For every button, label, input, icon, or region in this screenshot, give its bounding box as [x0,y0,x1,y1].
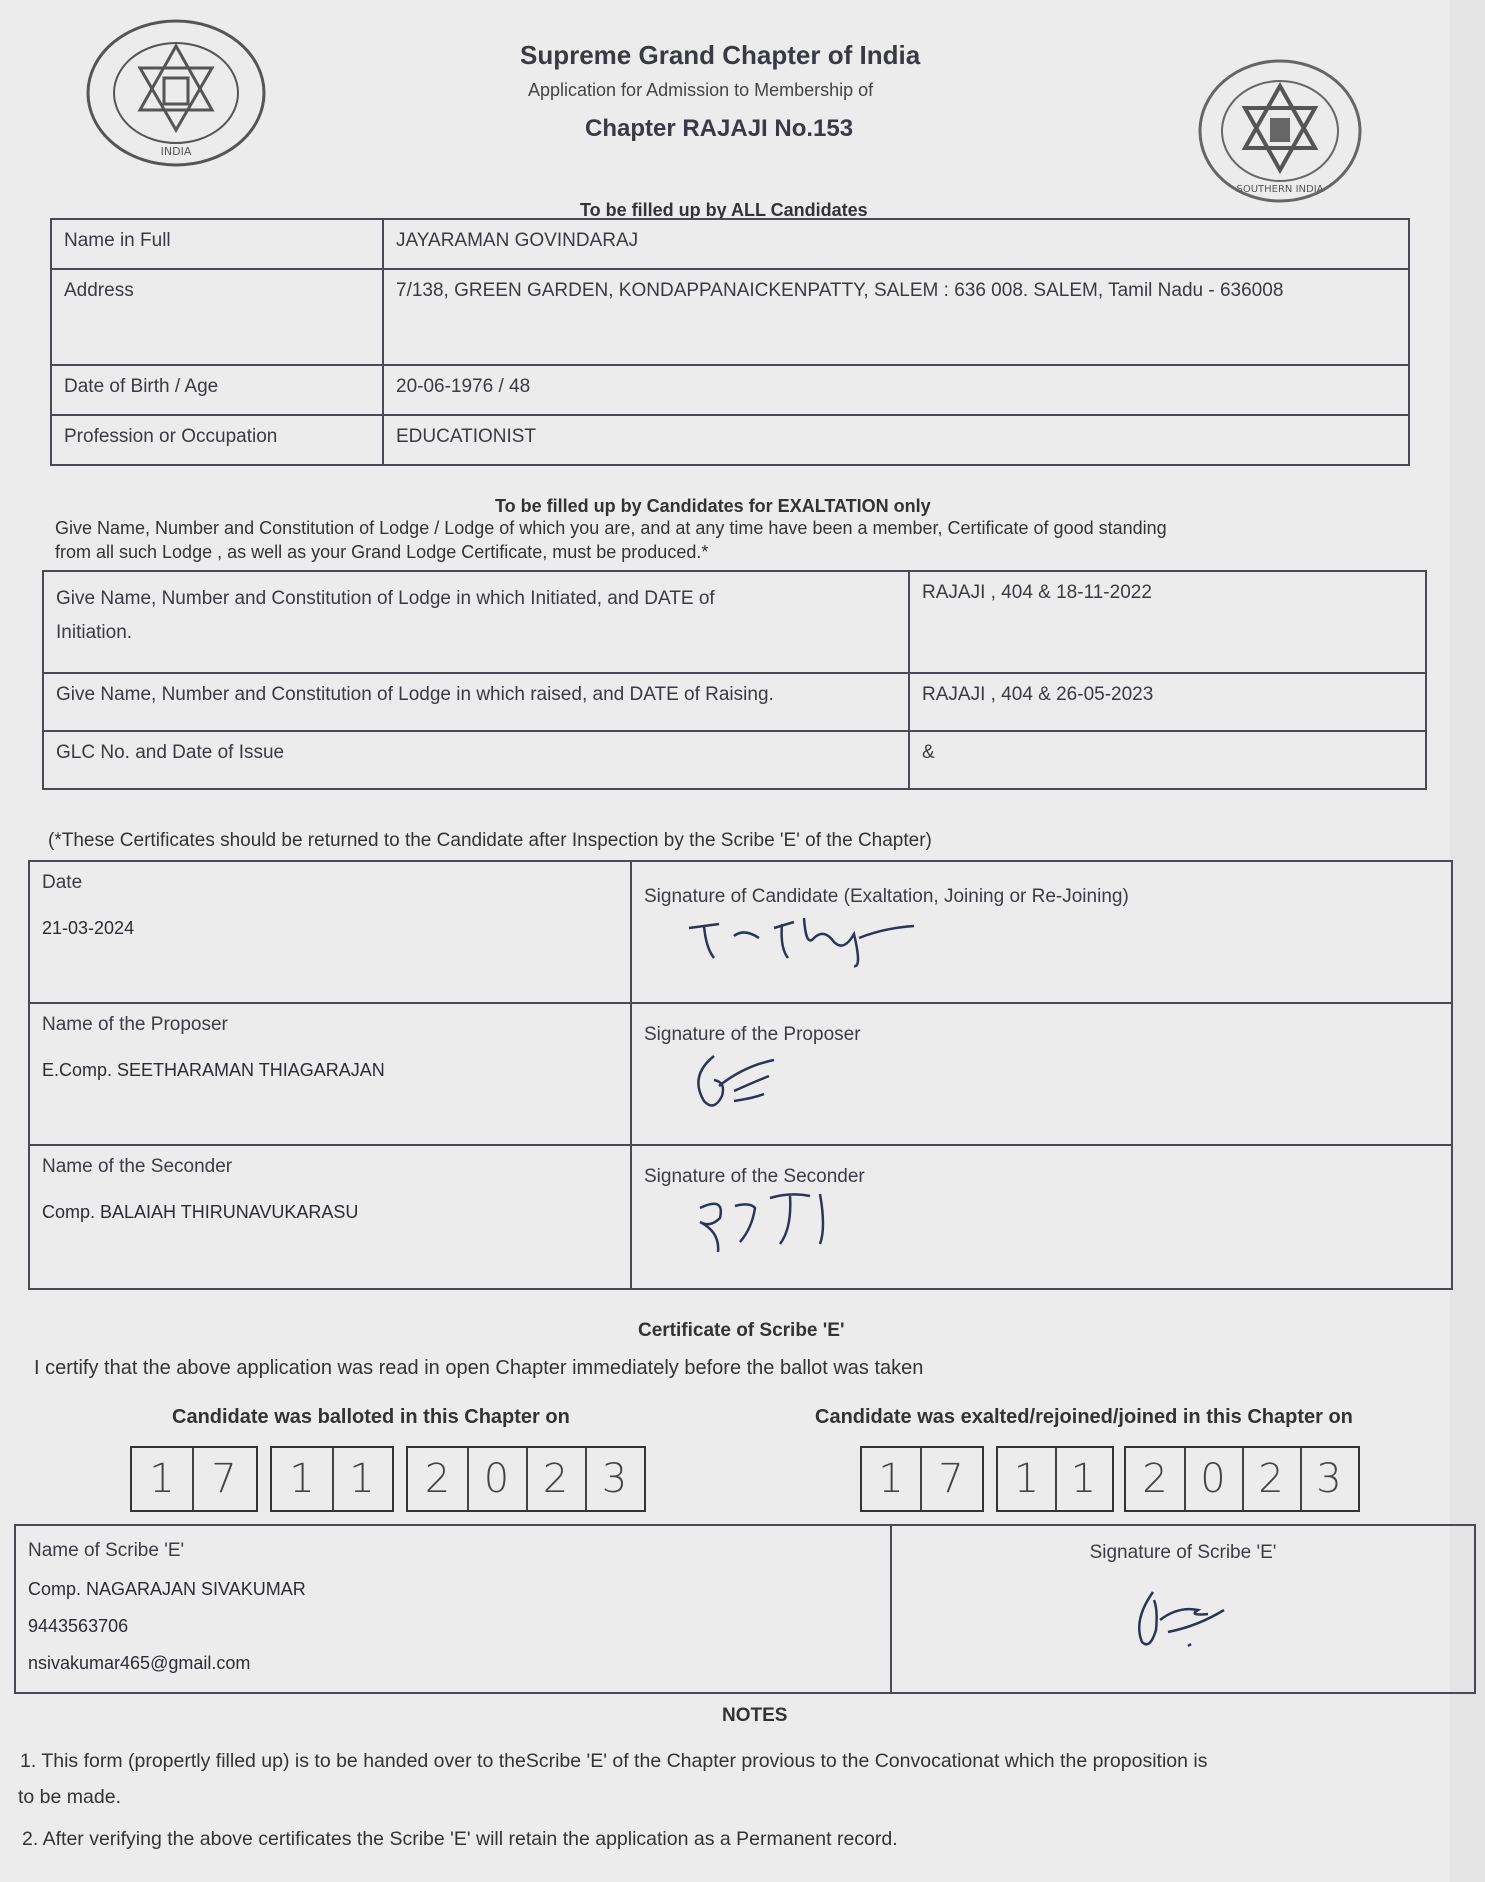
digit-cell: 1 [998,1448,1057,1510]
digit-cell: 3 [601,1456,628,1502]
certificate-heading: Certificate of Scribe 'E' [638,1320,845,1341]
dob-value: 20-06-1976 / 48 [383,365,1409,415]
table-row [51,415,1409,465]
section-exaltation-heading: To be filled up by Candidates for EXALTATION only [495,496,931,516]
scribe-details-cell [15,1525,891,1693]
balloted-label: Candidate was balloted in this Chapter on [172,1406,570,1428]
scribe-signature-cell [891,1525,1475,1693]
digit-cell: 1 [862,1448,922,1510]
candidate-signature-icon [684,908,924,968]
proposer-label: Name of the Proposer [42,1014,228,1035]
section-all-heading: To be filled up by ALL Candidates [580,200,868,220]
digit-cell: 0 [467,1448,528,1510]
exalted-label: Candidate was exalted/rejoined/joined in this Chapter on [815,1406,1353,1428]
digit-cell: 2 [526,1448,587,1510]
table-row [51,365,1409,415]
table-row [43,571,1426,673]
digit-cell: 2 [1126,1448,1186,1510]
exaltation-intro-line1: Give Name, Number and Constitution of Lodge / Lodge of which you are, and at any time have been a member, Certificate of good standing [55,518,1167,538]
digit-cell: 2 [408,1448,469,1510]
profession-label: Profession or Occupation [51,415,383,465]
exalted-month-box [996,1446,1114,1512]
note-1-line1: 1. This form (propertly filled up) is to be handed over to theScribe 'E' of the Chapter provious to the Convocationat which the proposition is [20,1750,1208,1772]
profession-value: EDUCATIONIST [383,415,1409,465]
proposer-cell [29,1003,631,1145]
date-label: Date [42,872,83,893]
left-seal-bottom-text: INDIA [160,145,192,158]
proposer-signature-cell [631,1003,1452,1145]
name-label: Name in Full [51,219,383,269]
seconder-label: Name of the Seconder [42,1156,233,1177]
candidate-signature-label: Signature of Candidate (Exaltation, Joining or Re-Joining) [644,886,1129,907]
initiation-label [43,571,909,673]
note-1-line2: to be made. [18,1786,121,1808]
exaltation-intro-line2: from all such Lodge , as well as your Grand Lodge Certificate, must be produced.* [55,542,709,562]
digit-cell: 2 [1242,1448,1302,1510]
date-cell [29,861,631,1003]
seconder-signature-label: Signature of the Seconder [644,1166,865,1187]
scribe-name-label: Name of Scribe 'E' [28,1540,185,1561]
digit-cell: 1 [132,1448,194,1510]
scribe-phone: 9443563706 [28,1615,129,1636]
digit-cell: 1 [1070,1456,1097,1502]
digit-cell: 1 [349,1456,375,1502]
seconder-signature-cell [631,1145,1452,1289]
scribe-table [14,1524,1476,1694]
table-row [15,1525,1475,1693]
form-title: Supreme Grand Chapter of India [520,40,921,70]
regional-chapter-seal-icon [1195,56,1365,206]
digit-cell: 7 [211,1456,237,1502]
scribe-email: nsivakumar465@gmail.com [28,1652,251,1673]
table-row [29,1003,1452,1145]
seconder-name: Comp. BALAIAH THIRUNAVUKARASU [42,1202,359,1222]
certificate-statement: I certify that the above application was read in open Chapter immediately before the ballot was taken [34,1357,924,1379]
chapter-seal-icon [84,18,268,168]
table-row [29,1145,1452,1289]
exalted-day-box [860,1446,984,1512]
balloted-day-box [130,1446,258,1512]
digit-cell: 7 [938,1456,964,1502]
seconder-signature-icon [680,1188,840,1258]
dob-label: Date of Birth / Age [51,365,383,415]
digit-cell: 3 [1316,1456,1342,1502]
signatures-table [28,860,1453,1290]
seconder-cell [29,1145,631,1289]
note-2: 2. After verifying the above certificates the Scribe 'E' will retain the application as a Permanent record. [22,1828,898,1850]
proposer-name: E.Comp. SEETHARAMAN THIAGARAJAN [42,1060,385,1080]
notes-heading: NOTES [722,1705,788,1726]
chapter-name: Chapter RAJAJI No.153 [585,115,854,142]
table-row [29,861,1452,1003]
proposer-signature-icon [684,1046,804,1116]
name-value: JAYARAMAN GOVINDARAJ [383,219,1409,269]
certificates-footnote: (*These Certificates should be returned to the Candidate after Inspection by the Scribe 'E' of the Chapter) [48,830,932,851]
candidate-details-table [50,218,1410,466]
balloted-month-box [270,1446,394,1512]
table-row [43,673,1426,731]
date-value: 21-03-2024 [42,918,135,938]
table-row [51,269,1409,365]
candidate-signature-cell [631,861,1452,1003]
form-subtitle: Application for Admission to Membership of [528,80,874,100]
digit-cell: 1 [272,1448,334,1510]
address-value: 7/138, GREEN GARDEN, KONDAPPANAICKENPATTY, SALEM : 636 008. SALEM, Tamil Nadu - 636008 [383,269,1409,365]
balloted-year-box [406,1446,646,1512]
table-row [51,219,1409,269]
raising-label: Give Name, Number and Constitution of Lodge in which raised, and DATE of Raising. [43,673,909,731]
initiation-value: RAJAJI , 404 & 18-11-2022 [909,571,1426,673]
right-seal-bottom-text: SOUTHERN INDIA [1236,184,1324,195]
exalted-year-box [1124,1446,1360,1512]
address-label: Address [51,269,383,365]
digit-cell: 0 [1184,1448,1244,1510]
glc-label: GLC No. and Date of Issue [43,731,909,789]
table-row [43,731,1426,789]
proposer-signature-label: Signature of the Proposer [644,1024,861,1045]
lodge-details-table [42,570,1427,790]
initiation-label-line2: Initiation. [56,622,133,644]
scribe-signature-icon [1128,1580,1238,1660]
scribe-signature-label: Signature of Scribe 'E' [1089,1542,1277,1563]
raising-value: RAJAJI , 404 & 26-05-2023 [909,673,1426,731]
initiation-label-line1: Give Name, Number and Constitution of Lodge in which Initiated, and DATE of [56,588,715,609]
scribe-name: Comp. NAGARAJAN SIVAKUMAR [28,1578,306,1599]
glc-value: & [909,731,1426,789]
